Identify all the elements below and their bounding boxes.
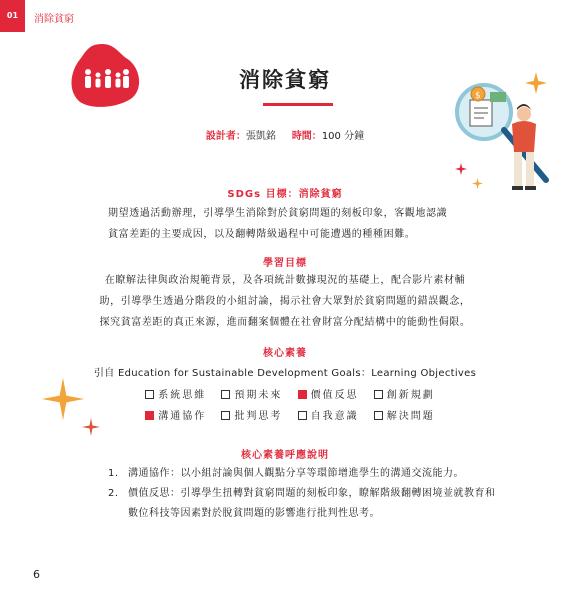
checkbox[interactable]	[298, 411, 307, 420]
checkbox[interactable]	[221, 390, 230, 399]
checkbox-checked[interactable]	[145, 411, 154, 420]
sdg-line: 貧富差距的主要成因，以及翻轉階級過程中可能遭遇的種種困難。	[108, 229, 416, 240]
checkbox-label: 系統思維	[158, 390, 207, 401]
checkbox-label: 創新規劃	[386, 390, 435, 401]
sparkle-icon	[455, 163, 467, 175]
learning-paragraph	[80, 270, 490, 333]
list-text: 溝通協作：以小組討論與個人觀點分享等環節增進學生的溝通交流能力。	[128, 468, 464, 479]
sparkle-icon	[525, 72, 547, 94]
core-checklist	[0, 385, 570, 427]
core-heading: 核心素養	[263, 348, 307, 359]
checkbox-label: 溝通協作	[158, 411, 207, 422]
sdg-line: 期望透過活動辦理，引導學生消除對於貧窮問題的刻板印象，客觀地認識	[108, 208, 448, 219]
checklist-row	[0, 385, 570, 406]
chapter-number-tab: 01	[0, 0, 25, 32]
checkbox[interactable]	[221, 411, 230, 420]
time-value: 100 分鐘	[321, 131, 365, 142]
page-number: 6	[33, 568, 40, 581]
chapter-title: 消除貧窮	[34, 14, 74, 25]
checkbox-label: 批判思考	[234, 411, 283, 422]
checkbox-checked[interactable]	[298, 390, 307, 399]
checklist-row	[0, 406, 570, 427]
sdg-heading: SDGs 目標：消除貧窮	[227, 189, 343, 200]
sdg-paragraph	[108, 203, 508, 245]
list-text: 價值反思：引導學生扭轉對貧窮問題的刻板印象，瞭解階級翻轉困境並就教育和數位科技等因素對於脫貧問題的影響進行批判性思考。	[128, 488, 496, 519]
list-item	[108, 464, 498, 484]
designer-label: 設計者：	[205, 131, 246, 142]
svg-text:$: $	[475, 91, 481, 101]
checkbox-label: 解決問題	[386, 411, 435, 422]
time-label: 時間：	[291, 131, 322, 142]
learning-heading: 學習目標	[263, 258, 307, 269]
learning-line: 在瞭解法律與政治規範背景，及各項統計數據現況的基礎上，配合影片素材輔	[104, 275, 466, 286]
checkbox-label: 自我意識	[310, 411, 359, 422]
checkbox-label: 價值反思	[310, 390, 359, 401]
list-item	[108, 484, 498, 524]
checkbox-label: 預期未來	[234, 390, 283, 401]
designer-name: 張凱銘	[245, 131, 276, 142]
learning-line: 探究貧富差距的真正來源，進而翻案個體在社會財富分配結構中的能動性侷限。	[99, 317, 471, 328]
learning-line: 助，引導學生透過分階段的小組討論，揭示社會大眾對於貧窮問題的錯誤觀念，	[99, 296, 471, 307]
list-number: 1.	[108, 468, 119, 479]
title-underline	[263, 103, 333, 106]
explanation-list	[108, 464, 498, 524]
list-number: 2.	[108, 488, 119, 499]
checkbox[interactable]	[145, 390, 154, 399]
explanation-heading: 核心素養呼應說明	[241, 450, 329, 461]
checkbox[interactable]	[374, 411, 383, 420]
checkbox[interactable]	[374, 390, 383, 399]
page-title: 消除貧窮	[239, 68, 331, 92]
core-source: 引自 Education for Sustainable Development Goals：Learning Objectives	[93, 368, 477, 379]
